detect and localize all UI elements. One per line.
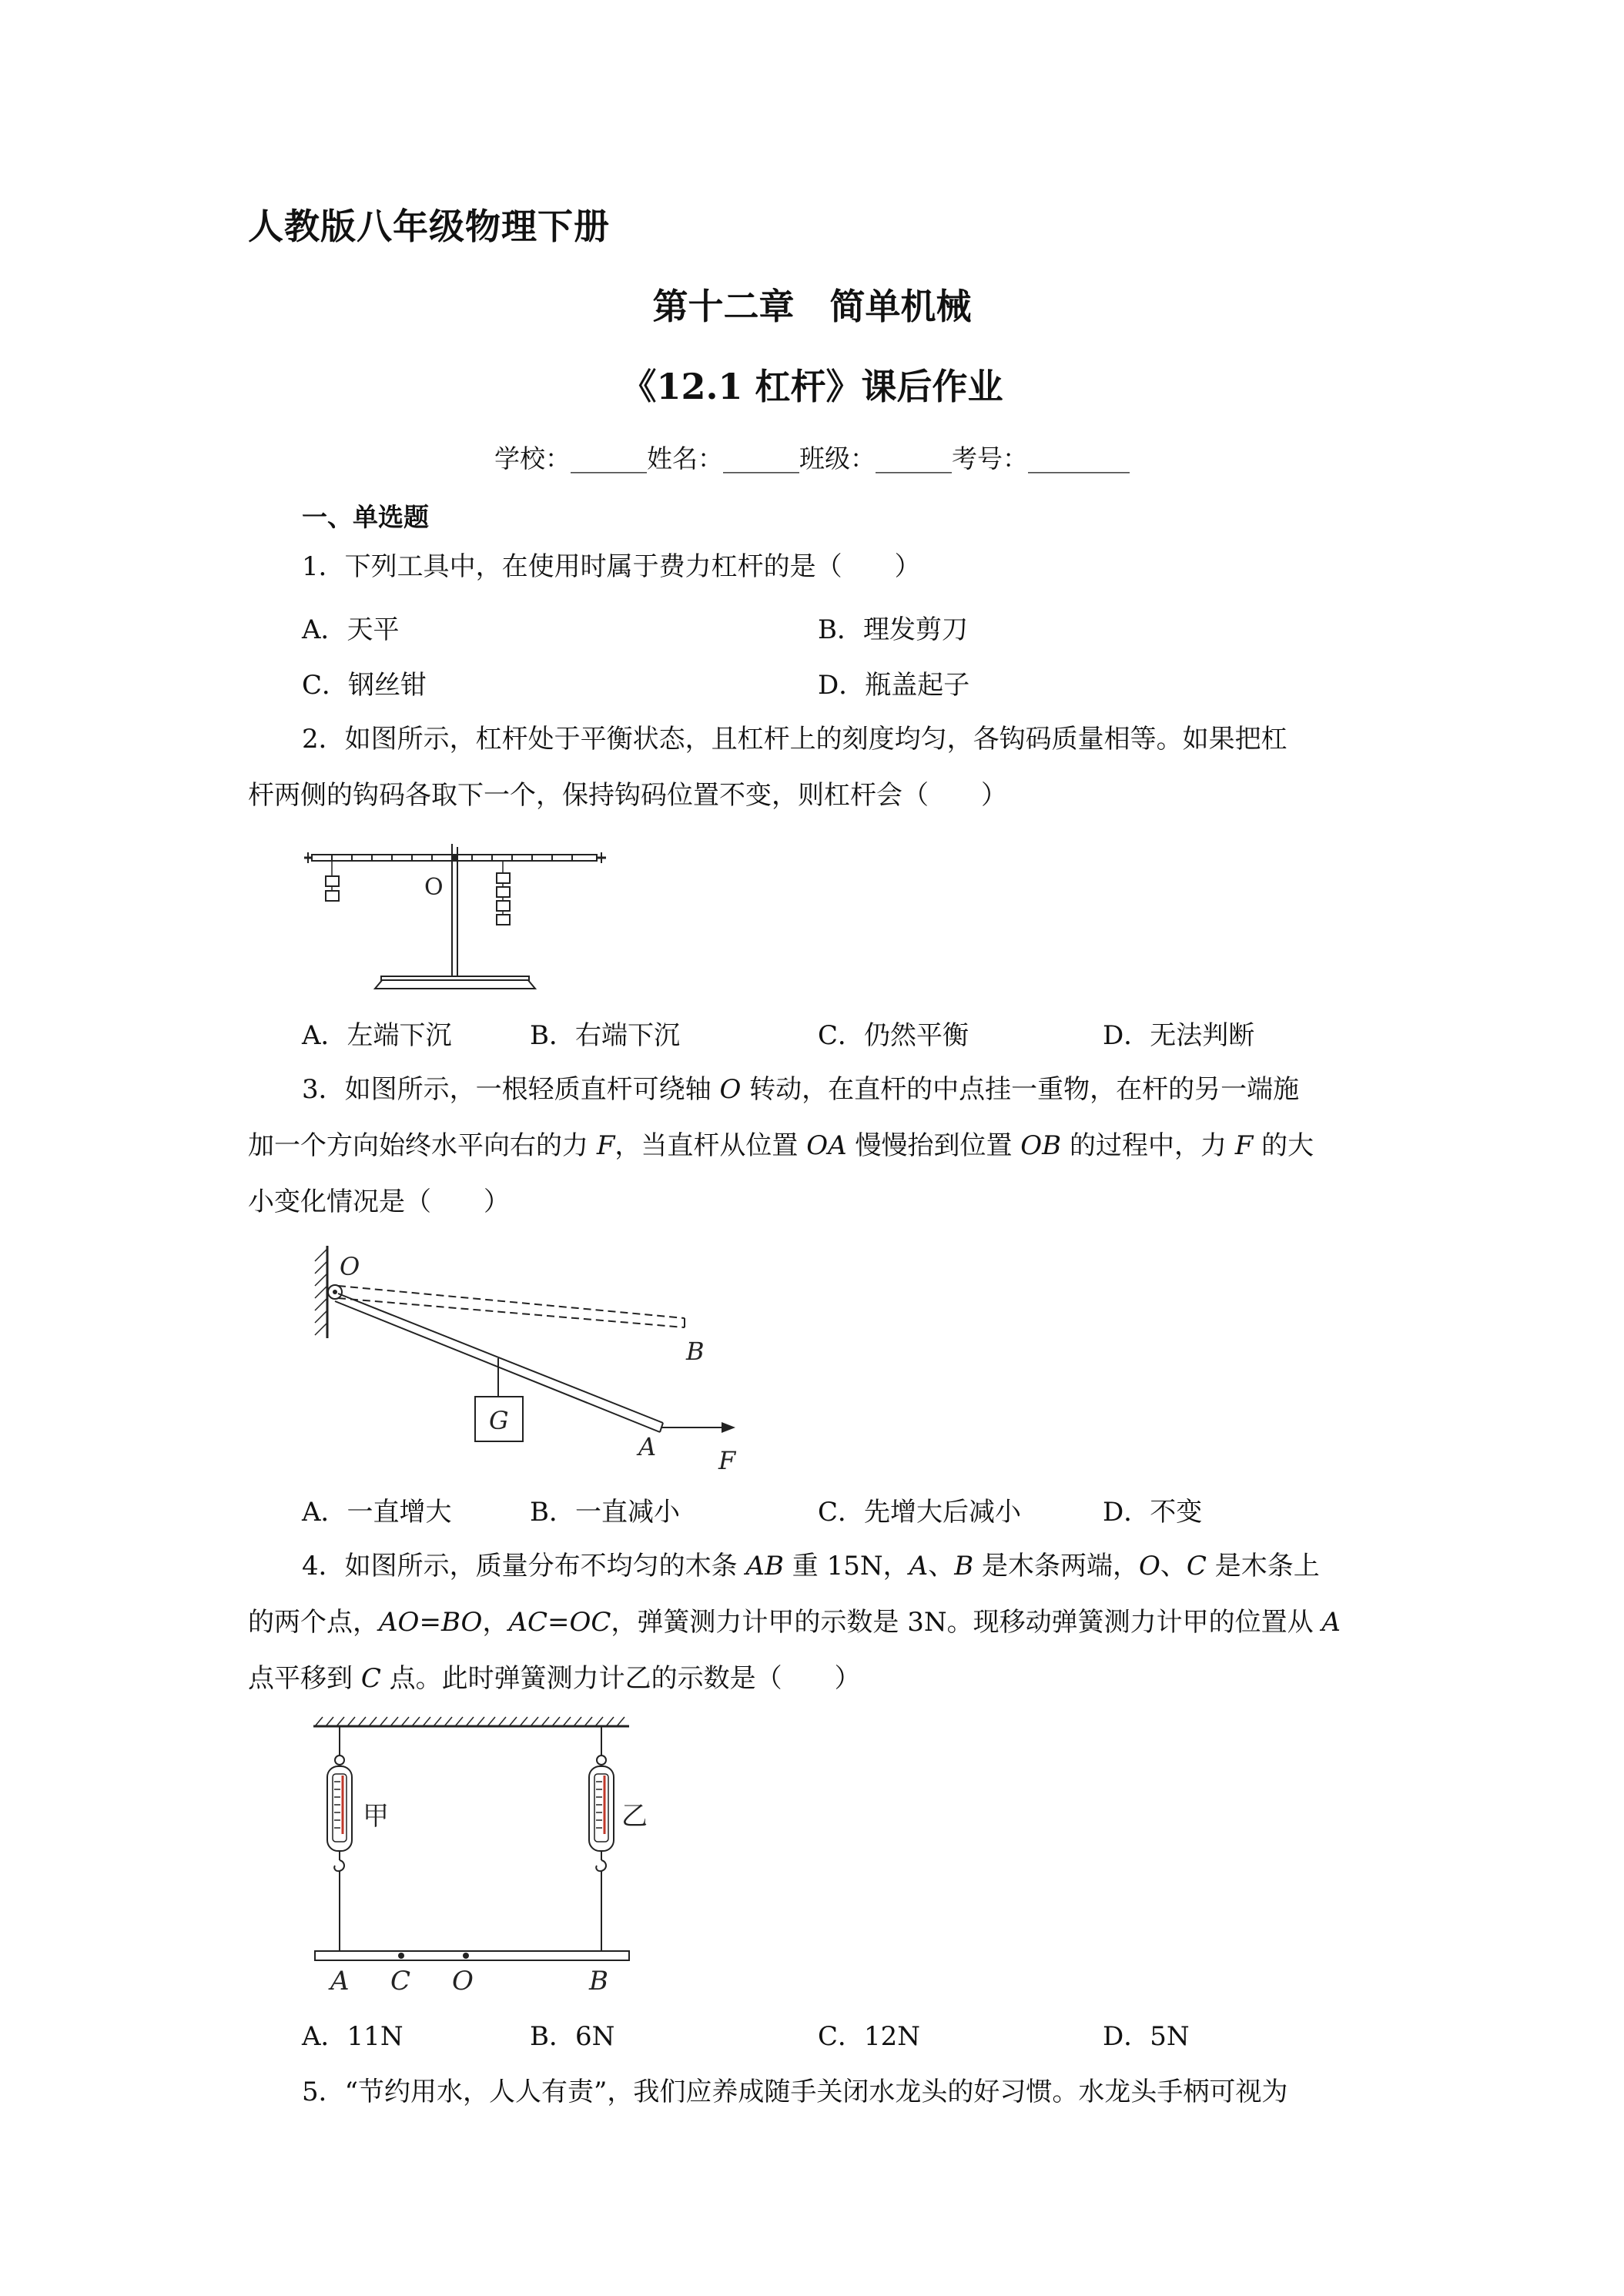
chapter-title: 第十二章 简单机械 xyxy=(652,286,972,327)
q4-label-a: A xyxy=(330,1966,350,1996)
q2-option-d: D．无法判断 xyxy=(1103,1020,1255,1051)
q2-option-c: C．仍然平衡 xyxy=(818,1020,969,1051)
q2-lever-figure xyxy=(304,839,612,1001)
q3-line-2: 加一个方向始终水平向右的力 F，当直杆从位置 OA 慢慢抬到位置 OB 的过程中，力 F 的大 xyxy=(248,1130,1314,1161)
q3-rod-figure xyxy=(304,1238,758,1484)
student-info-line: 学校：______姓名：______班级：______考号：________ xyxy=(494,443,1130,474)
q1-stem: 1．下列工具中，在使用时属于费力杠杆的是（ ） xyxy=(302,551,921,582)
q4-label-o: O xyxy=(452,1966,474,1996)
q4-label-yi: 乙 xyxy=(621,1801,648,1832)
q3-label-a: A xyxy=(638,1432,657,1461)
q4-label-c: C xyxy=(390,1966,411,1996)
q4-line-2: 的两个点，AO=BO，AC=OC，弹簧测力计甲的示数是 3N。现移动弹簧测力计甲的位置从 A xyxy=(248,1607,1341,1638)
q1-option-d: D．瓶盖起子 xyxy=(818,670,970,701)
q4-label-b: B xyxy=(589,1966,608,1996)
q3-line-3: 小变化情况是（ ） xyxy=(248,1186,510,1217)
q3-option-c: C．先增大后减小 xyxy=(818,1497,1022,1528)
q3-option-a: A．一直增大 xyxy=(302,1497,452,1528)
section-title: 一、单选题 xyxy=(302,502,429,532)
q3-label-g: G xyxy=(489,1406,509,1435)
q2-figure-label-o: O xyxy=(424,874,444,901)
q2-line-1: 2．如图所示，杠杆处于平衡状态，且杠杆上的刻度均匀，各钩码质量相等。如果把杠 xyxy=(302,724,1287,755)
q2-line-2: 杆两侧的钩码各取下一个，保持钩码位置不变，则杠杆会（ ） xyxy=(248,780,1007,811)
q4-option-d: D．5N xyxy=(1103,2021,1190,2052)
q2-option-a: A．左端下沉 xyxy=(302,1020,452,1051)
q3-label-b: B xyxy=(686,1337,705,1366)
q1-option-b: B．理发剪刀 xyxy=(818,614,968,645)
q2-option-b: B．右端下沉 xyxy=(530,1020,680,1051)
q3-line-1: 3．如图所示，一根轻质直杆可绕轴 O 转动，在直杆的中点挂一重物，在杆的另一端施 xyxy=(302,1074,1300,1105)
q4-label-jia: 甲 xyxy=(363,1801,389,1832)
q4-line-3: 点平移到 C 点。此时弹簧测力计乙的示数是（ ） xyxy=(248,1663,861,1694)
q3-option-d: D．不变 xyxy=(1103,1497,1203,1528)
q1-option-a: A．天平 xyxy=(302,614,400,645)
q1-option-c: C．钢丝钳 xyxy=(302,670,427,701)
q3-label-f: F xyxy=(718,1446,736,1475)
q3-option-b: B．一直减小 xyxy=(530,1497,680,1528)
q4-option-c: C．12N xyxy=(818,2021,921,2052)
q3-label-o: O xyxy=(340,1252,360,1281)
q4-spring-scale-figure xyxy=(304,1711,648,2003)
book-title: 人教版八年级物理下册 xyxy=(248,206,610,247)
q4-option-b: B．6N xyxy=(530,2021,615,2052)
q4-option-a: A．11N xyxy=(302,2021,403,2052)
lesson-title: 《12.1 杠杆》课后作业 xyxy=(621,366,1003,407)
q4-line-1: 4．如图所示，质量分布不均匀的木条 AB 重 15N，A、B 是木条两端，O、C 是木条上 xyxy=(302,1551,1320,1581)
q5-line-1: 5．“节约用水，人人有责”，我们应养成随手关闭水龙头的好习惯。水龙头手柄可视为 xyxy=(302,2077,1288,2107)
